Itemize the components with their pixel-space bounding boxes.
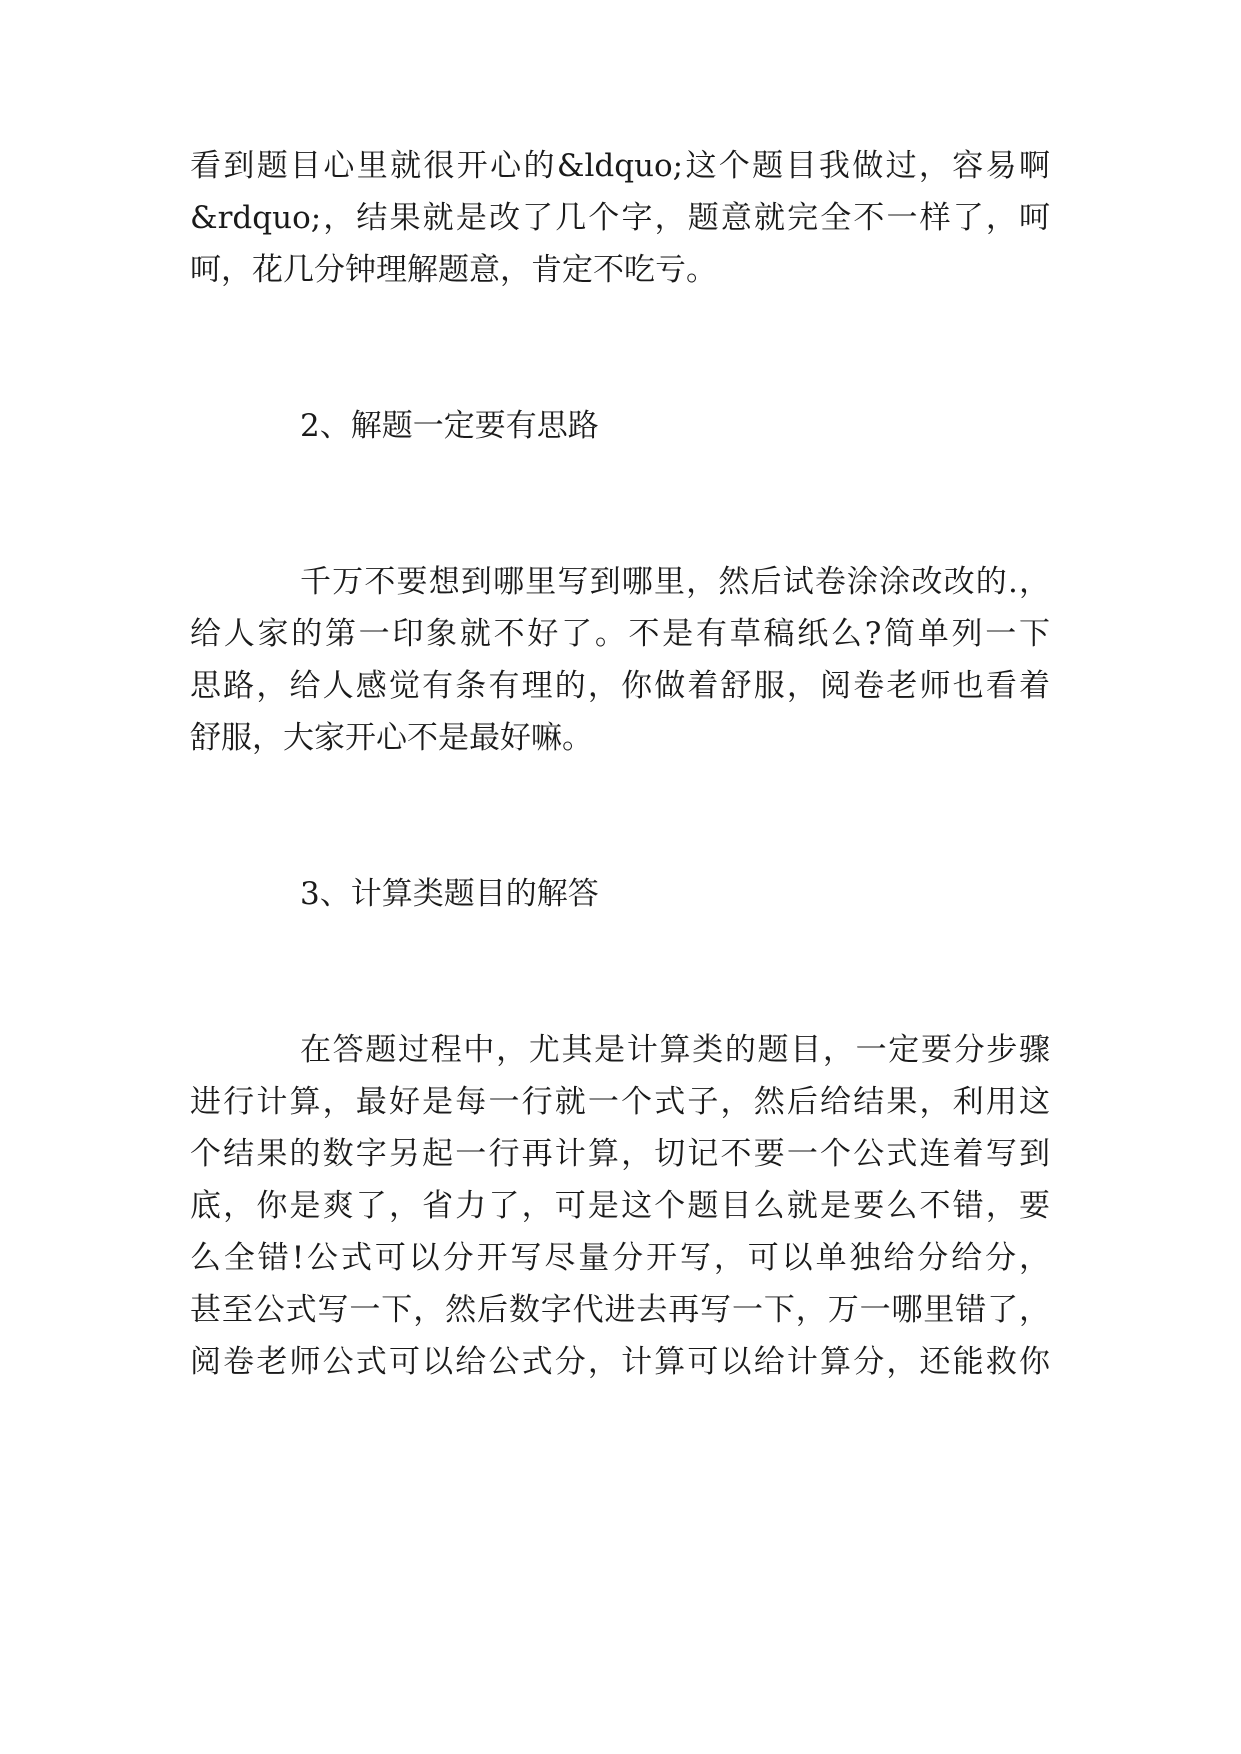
paragraph-1-line-1: 看到题目心里就很开心的&ldquo;这个题目我做过，容易啊 [190, 148, 1050, 184]
section-heading-2: 2、解题一定要有思路 [300, 408, 599, 444]
paragraph-2-line-1: 千万不要想到哪里写到哪里，然后试卷涂涂改改的.， [300, 564, 1050, 600]
paragraph-3-line-4: 底，你是爽了，省力了，可是这个题目么就是要么不错，要 [190, 1188, 1050, 1224]
paragraph-2-line-4: 舒服，大家开心不是最好嘛。 [190, 720, 593, 756]
section-heading-3: 3、计算类题目的解答 [300, 876, 599, 912]
paragraph-3-line-1: 在答题过程中，尤其是计算类的题目，一定要分步骤 [300, 1032, 1050, 1068]
paragraph-3-line-2: 进行计算，最好是每一行就一个式子，然后给结果，利用这 [190, 1084, 1050, 1120]
paragraph-3-line-3: 个结果的数字另起一行再计算，切记不要一个公式连着写到 [190, 1136, 1050, 1172]
paragraph-3-line-5: 么全错!公式可以分开写尽量分开写，可以单独给分给分， [190, 1240, 1050, 1276]
paragraph-2-line-2: 给人家的第一印象就不好了。不是有草稿纸么?简单列一下 [190, 616, 1050, 652]
paragraph-3-line-7: 阅卷老师公式可以给公式分，计算可以给计算分，还能救你 [190, 1344, 1050, 1380]
paragraph-3-line-6: 甚至公式写一下，然后数字代进去再写一下，万一哪里错了， [190, 1292, 1050, 1328]
paragraph-2-line-3: 思路，给人感觉有条有理的，你做着舒服，阅卷老师也看着 [190, 668, 1050, 704]
paragraph-1-line-2: &rdquo;，结果就是改了几个字，题意就完全不一样了，呵 [190, 200, 1050, 236]
paragraph-1-line-3: 呵，花几分钟理解题意，肯定不吃亏。 [190, 252, 717, 288]
